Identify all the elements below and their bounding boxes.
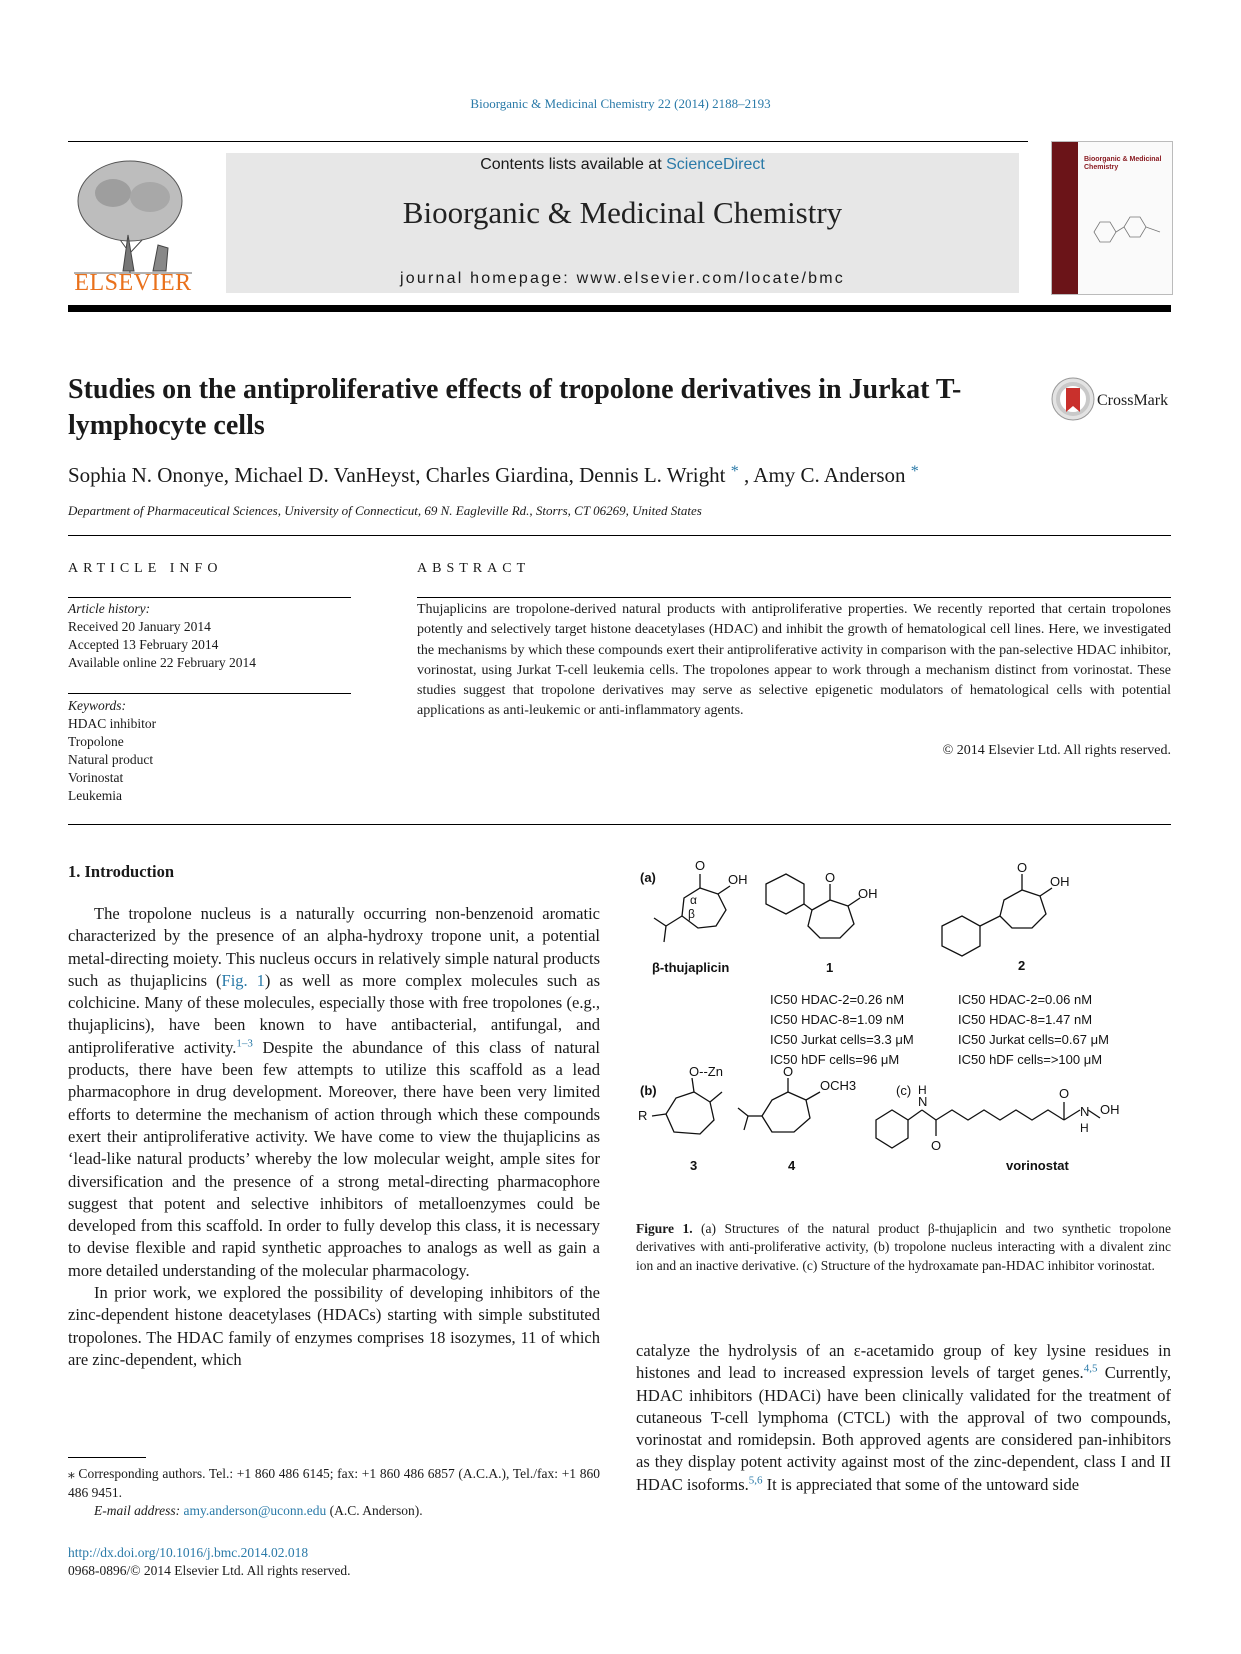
contents-line — [226, 153, 1019, 174]
compound-1-ring — [808, 900, 854, 938]
cover-title: Bioorganic & Medicinal Chemistry — [1084, 156, 1162, 171]
compound-2-data: IC50 HDAC-2=0.06 nM — [958, 992, 1093, 1007]
keyword: Natural product — [68, 752, 154, 767]
compound-4-label: 4 — [788, 1158, 796, 1173]
author-last: , Amy C. Anderson — [743, 463, 906, 487]
reference-link[interactable]: 4,5 — [1083, 1362, 1098, 1375]
panel-c-label: (c) — [896, 1083, 912, 1098]
online-date: Available online 22 February 2014 — [68, 655, 256, 670]
corresponding-footnote — [68, 1465, 600, 1521]
compound-1-phenyl — [766, 874, 804, 914]
journal-reference[interactable]: Bioorganic & Medicinal Chemistry 22 (2014) 2188–2193 — [470, 96, 771, 111]
atom-label: OH — [1050, 874, 1070, 889]
compound-1-data: IC50 HDAC-2=0.26 nM — [770, 992, 905, 1007]
figure-1-link[interactable]: Fig. 1 — [221, 970, 265, 990]
abstract-text: Thujaplicins are tropolone-derived natural products with antiproliferative properties. We recently reported that certain tropolones potently and selectively target histone deacetylases (HDAC) and inhibit the growth of hematological cell lines. Here, we investigated the mechanisms by which these compounds exert their antiproliferative activity in comparison with the pan-selective HDAC inhibitor, vorinostat, using Jurkat T-cell leukemia cells. The tropolones appear to work through a mechanism distinct from vorinostat. These studies suggest that tropolone derivatives may serve as selective epigenetic modulators of hematological cells with potential applications as anti-leukemic or anti-inflammatory agents. — [417, 602, 1171, 719]
author-list — [68, 463, 1168, 488]
keyword: Vorinostat — [68, 770, 124, 785]
abstract-rule — [417, 597, 1171, 598]
journal-cover-thumbnail[interactable] — [1051, 141, 1173, 295]
affiliation: Department of Pharmaceutical Sciences, University of Connecticut, 69 N. Eagleville Rd., Storrs, CT 06269, United States — [68, 503, 702, 518]
journal-banner — [226, 153, 1019, 293]
article-info-heading: ARTICLE INFO — [68, 561, 223, 576]
accepted-date: Accepted 13 February 2014 — [68, 637, 219, 652]
issn-line: 0968-0896/© 2014 Elsevier Ltd. All rights reserved. — [68, 1563, 351, 1578]
atom-label: N — [1080, 1104, 1090, 1119]
alpha-label: α — [690, 893, 697, 907]
beta-label: β — [688, 907, 695, 921]
compound-1-label: 1 — [826, 960, 834, 975]
crossmark-icon[interactable] — [1050, 376, 1096, 422]
right-column-body: catalyze the hydrolysis of an ε-acetamido group of key lysine residues in histones and lead to increased expression levels of target genes.$^{4,5}$ Currently, HDAC inhibitors (HDACi) have been clinically validated for the treatment of cutaneous T-cell lymphoma (CTCL) with the approval of two compounds, vorinostat and romidepsin. Both approved agents are considered pan-inhibitors as they display potent activity against most of the zinc-dependent, class I and II HDAC isoforms.$^{5,6}$ It is appreciated that some of the untoward side — [636, 1341, 1171, 1494]
email-line: E-mail address: amy.anderson@uconn.edu (A.C. Anderson). — [94, 1503, 423, 1518]
article-title: Studies on the antiproliferative effects of tropolone derivatives in Jurkat T-lymphocyte cells — [68, 374, 962, 441]
compound-2-phenyl — [942, 916, 980, 956]
atom-label: H — [1080, 1121, 1089, 1135]
atom-label: OH — [1100, 1102, 1120, 1117]
journal-name: Bioorganic & Medicinal Chemistry — [402, 195, 843, 230]
atom-label: O — [825, 870, 836, 885]
intro-paragraph-2: In prior work, we explored the possibility of developing inhibitors of the zinc-dependent histone deacetylases (HDACs) starting with simple substituted tropolones. The HDAC family of enzymes comprises 18 isozymes, 11 of which are zinc-dependent, which — [68, 1283, 600, 1369]
doi-link[interactable]: http://dx.doi.org/10.1016/j.bmc.2014.02.018 — [68, 1545, 309, 1560]
panel-a-label: (a) — [640, 870, 656, 885]
compound-1-data: IC50 Jurkat cells=3.3 μM — [770, 1032, 914, 1047]
compound-4-ring — [762, 1092, 810, 1132]
intro-paragraph-1: The tropolone nucleus is a naturally occurring non-benzenoid aromatic characterized by the presence of an alpha-hydroxy tropone unit, a potential metal-directing moiety. This nucleus occurs in relatively simple natural products such as thujaplicins (Fig. 1) as well as more complex molecules such as colchicine. Many of these molecules, especially those with free tropolones (e.g., thujaplicins), have been known to have antibacterial, antifungal, and antiproliferative activity.$^{1-3}$ Despite the abundance of this class of natural products, there have been few attempts to utilize this scaffold as a lead pharmacophore in drug development. Moreover, there have been very limited efforts to determine the mechanism of action through which these compounds exert their antiproliferative activity. We have come to view the thujaplicins as ‘lead-like natural products’ whereby the low molecular weight, ample sites for diversification and the presence of a strong metal-directing pharmacophore suggest that potent and selective inhibitors of metalloenzymes could be developed from this scaffold. In order to fully develop this class, it is necessary to devise flexible and rapid synthetic approaches to analogs as well as gain a more detailed understanding of the molecular pharmacology. — [68, 904, 600, 1280]
front-matter-rule — [68, 824, 1171, 825]
compound-1-data: IC50 hDF cells=96 μM — [770, 1052, 900, 1067]
reference-link[interactable]: 5,6 — [748, 1474, 763, 1487]
crossmark-label[interactable]: CrossMark — [1097, 392, 1169, 409]
keywords-label: Keywords: — [68, 698, 126, 713]
atom-label: OH — [728, 872, 748, 887]
cover-strip — [1052, 142, 1078, 294]
introduction-heading: 1. Introduction — [68, 862, 175, 881]
abstract-heading: ABSTRACT — [417, 561, 531, 576]
caption-label: Figure 1. — [636, 1221, 693, 1236]
introduction-body — [68, 903, 600, 1371]
article-history — [68, 600, 351, 672]
compound-3-label: 3 — [690, 1158, 698, 1173]
keyword: HDAC inhibitor — [68, 716, 157, 731]
panel-b-label: (b) — [640, 1083, 657, 1098]
vorinostat-phenyl — [876, 1110, 908, 1148]
keyword: Tropolone — [68, 734, 124, 749]
cover-art-icon — [1084, 202, 1168, 262]
reference-link[interactable]: 1–3 — [236, 1037, 253, 1050]
footnote-rule — [68, 1457, 146, 1458]
email-link[interactable]: amy.anderson@uconn.edu — [183, 1503, 327, 1518]
figure-1-caption — [636, 1220, 1171, 1275]
affiliation-rule — [68, 535, 1171, 536]
corresponding-info: ⁎ Corresponding authors. Tel.: +1 860 486 6145; fax: +1 860 486 6857 (A.C.A.), Tel./fax: +1 860 486 9451. — [68, 1466, 600, 1500]
compound-1-data: IC50 HDAC-8=1.09 nM — [770, 1012, 905, 1027]
caption-text: (a) Structures of the natural product β-thujaplicin and two synthetic tropolone derivatives with anti-proliferative activity, (b) tropolone nucleus interacting with a divalent zinc ion and an inactive derivative. (c) Structure of the hydroxamate pan-HDAC inhibitor vorinostat. — [636, 1221, 1171, 1273]
compound-3-ring — [666, 1092, 714, 1134]
header-thick-rule — [68, 305, 1171, 312]
vorinostat-label: vorinostat — [1006, 1158, 1069, 1173]
article-info-rule — [68, 597, 351, 598]
authors-main: Sophia N. Ononye, Michael D. VanHeyst, Charles Giardina, Dennis L. Wright — [68, 463, 726, 487]
methoxy-label: OCH3 — [820, 1078, 857, 1093]
thujaplicin-label: β-thujaplicin — [652, 960, 730, 975]
keyword: Leukemia — [68, 788, 122, 803]
atom-label: O — [1059, 1086, 1070, 1101]
abstract-copyright: © 2014 Elsevier Ltd. All rights reserved. — [942, 743, 1171, 758]
corresponding-marker[interactable]: * — [910, 463, 919, 480]
figure-1 — [636, 858, 1171, 1210]
atom-label: O — [695, 858, 706, 873]
atom-label: N — [918, 1094, 928, 1109]
history-label: Article history: — [68, 601, 151, 616]
compound-2-data: IC50 Jurkat cells=0.67 μM — [958, 1032, 1109, 1047]
compound-2-data: IC50 hDF cells=>100 μM — [958, 1052, 1103, 1067]
atom-label: O — [931, 1138, 942, 1153]
compound-2-data: IC50 HDAC-8=1.47 nM — [958, 1012, 1093, 1027]
corresponding-marker[interactable]: * — [730, 463, 739, 480]
sciencedirect-link[interactable]: ScienceDirect — [666, 156, 765, 173]
compound-2-label: 2 — [1018, 958, 1026, 973]
keywords-block — [68, 697, 351, 805]
header-rule — [68, 141, 1028, 142]
keywords-rule — [68, 693, 351, 694]
atom-label: OH — [858, 886, 878, 901]
elsevier-wordmark: ELSEVIER — [74, 270, 192, 296]
contents-prefix: Contents lists available at — [480, 156, 662, 173]
r-group-label: R — [638, 1108, 648, 1123]
atom-label: H — [918, 1083, 927, 1097]
zinc-chelate-label: O--Zn — [689, 1064, 723, 1079]
compound-2-ring — [1000, 890, 1046, 928]
received-date: Received 20 January 2014 — [68, 619, 211, 634]
atom-label: O — [1017, 860, 1028, 875]
journal-homepage-link[interactable]: journal homepage: www.elsevier.com/locate/bmc — [400, 270, 845, 287]
atom-label: O — [783, 1064, 794, 1079]
